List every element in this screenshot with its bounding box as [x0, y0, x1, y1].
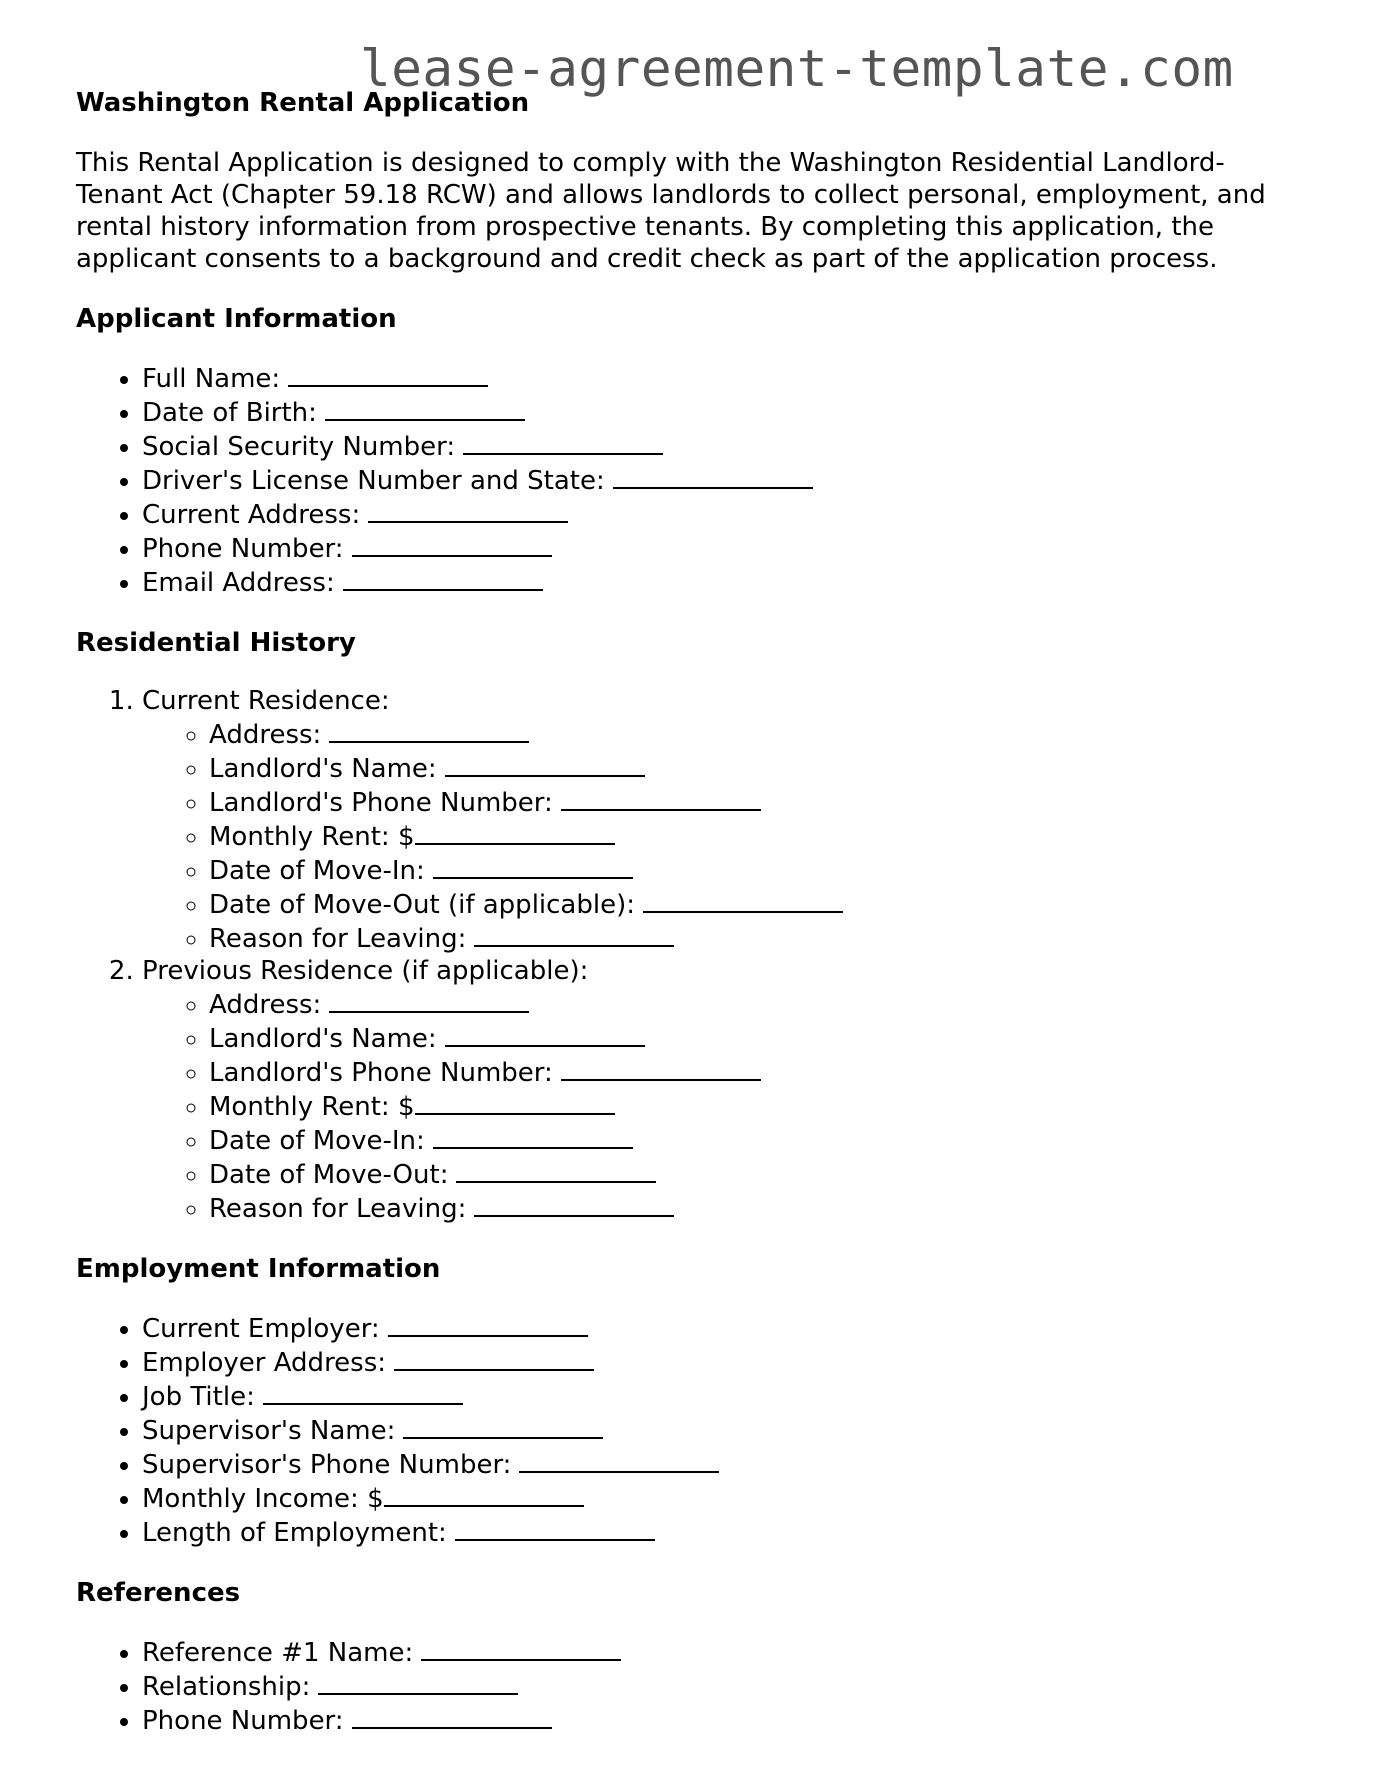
fill-in-blank[interactable]: [368, 497, 568, 523]
field-label: Address:: [209, 720, 322, 750]
current-residence-label: Current Residence:: [142, 686, 390, 716]
list-item: [142, 1447, 1306, 1481]
field-label: Monthly Income: $: [142, 1484, 384, 1514]
fill-in-blank[interactable]: [263, 1379, 463, 1405]
list-item: [142, 565, 1306, 599]
fill-in-blank[interactable]: [433, 1123, 633, 1149]
field-label: Current Address:: [142, 500, 361, 530]
list-item: [142, 531, 1306, 565]
field-label: Monthly Rent: $: [209, 1092, 415, 1122]
fill-in-blank[interactable]: [474, 921, 674, 947]
fill-in-blank[interactable]: [388, 1311, 588, 1337]
list-item: [209, 921, 1306, 955]
field-label: Driver's License Number and State:: [142, 466, 605, 496]
field-label: Monthly Rent: $: [209, 822, 415, 852]
residential-history-heading: Residential History: [76, 628, 356, 658]
list-item: [142, 361, 1306, 395]
list-item: [209, 1089, 1306, 1123]
fill-in-blank[interactable]: [561, 785, 761, 811]
field-label: Date of Move-In:: [209, 856, 425, 886]
residences-list: [76, 685, 1306, 1225]
fill-in-blank[interactable]: [403, 1413, 603, 1439]
fill-in-blank[interactable]: [394, 1345, 594, 1371]
list-item: [209, 1123, 1306, 1157]
field-label: Full Name:: [142, 364, 281, 394]
fill-in-blank[interactable]: [343, 565, 543, 591]
list-item: [209, 853, 1306, 887]
fill-in-blank[interactable]: [318, 1669, 518, 1695]
field-label: Current Employer:: [142, 1314, 380, 1344]
field-label: Supervisor's Phone Number:: [142, 1450, 512, 1480]
list-item: [142, 1345, 1306, 1379]
fill-in-blank[interactable]: [421, 1635, 621, 1661]
employment-information-heading: Employment Information: [76, 1254, 441, 1284]
field-label: Landlord's Name:: [209, 754, 437, 784]
list-item: [142, 395, 1306, 429]
field-label: Reason for Leaving:: [209, 924, 467, 954]
list-item: [142, 497, 1306, 531]
field-label: Landlord's Name:: [209, 1024, 437, 1054]
applicant-fields-list: [76, 361, 1306, 599]
fill-in-blank[interactable]: [455, 1515, 655, 1541]
list-item: [142, 1515, 1306, 1549]
fill-in-blank[interactable]: [445, 751, 645, 777]
current-residence-fields: [142, 717, 1306, 955]
list-item: [209, 751, 1306, 785]
field-label: Date of Move-Out (if applicable):: [209, 890, 635, 920]
document-title: Washington Rental Application: [76, 88, 530, 118]
list-item: [142, 1311, 1306, 1345]
fill-in-blank[interactable]: [445, 1021, 645, 1047]
fill-in-blank[interactable]: [415, 1089, 615, 1115]
field-label: Phone Number:: [142, 534, 344, 564]
field-label: Employer Address:: [142, 1348, 387, 1378]
field-label: Date of Move-In:: [209, 1126, 425, 1156]
references-heading: References: [76, 1578, 241, 1608]
fill-in-blank[interactable]: [288, 361, 488, 387]
list-item: [209, 717, 1306, 751]
field-label: Reference #1 Name:: [142, 1638, 414, 1668]
list-item: [142, 1481, 1306, 1515]
field-label: Phone Number:: [142, 1706, 344, 1736]
list-item: [209, 1157, 1306, 1191]
list-item: [209, 887, 1306, 921]
field-label: Address:: [209, 990, 322, 1020]
fill-in-blank[interactable]: [643, 887, 843, 913]
list-item: [209, 1191, 1306, 1225]
field-label: Job Title:: [142, 1382, 255, 1412]
fill-in-blank[interactable]: [325, 395, 525, 421]
document-page: [76, 86, 1306, 1737]
field-label: Email Address:: [142, 568, 335, 598]
fill-in-blank[interactable]: [561, 1055, 761, 1081]
list-item: [142, 429, 1306, 463]
fill-in-blank[interactable]: [352, 1703, 552, 1729]
references-fields-list: [76, 1635, 1306, 1737]
fill-in-blank[interactable]: [474, 1191, 674, 1217]
fill-in-blank[interactable]: [384, 1481, 584, 1507]
field-label: Length of Employment:: [142, 1518, 447, 1548]
employment-fields-list: [76, 1311, 1306, 1549]
field-label: Relationship:: [142, 1672, 311, 1702]
fill-in-blank[interactable]: [415, 819, 615, 845]
field-label: Date of Birth:: [142, 398, 317, 428]
field-label: Date of Move-Out:: [209, 1160, 449, 1190]
fill-in-blank[interactable]: [433, 853, 633, 879]
applicant-information-heading: Applicant Information: [76, 304, 397, 334]
list-item: [142, 463, 1306, 497]
list-item: [142, 1635, 1306, 1669]
intro-paragraph: This Rental Application is designed to comply with the Washington Residential Landlord-Tenant Act (Chapter 59.18 RCW) and allows landlords to collect personal, employment, and rental history information from prospective tenants. By completing this application, the applicant consents to a background and credit check as part of the application process.: [76, 148, 1266, 274]
list-item: [209, 987, 1306, 1021]
previous-residence-item: [142, 955, 1306, 1225]
field-label: Supervisor's Name:: [142, 1416, 396, 1446]
watermark-text: lease-agreement-template.com: [360, 40, 1234, 99]
current-residence-item: [142, 685, 1306, 955]
fill-in-blank[interactable]: [352, 531, 552, 557]
list-item: [209, 1055, 1306, 1089]
previous-residence-label: Previous Residence (if applicable):: [142, 956, 589, 986]
list-item: [209, 819, 1306, 853]
fill-in-blank[interactable]: [613, 463, 813, 489]
list-item: [209, 1021, 1306, 1055]
field-label: Landlord's Phone Number:: [209, 1058, 553, 1088]
fill-in-blank[interactable]: [329, 987, 529, 1013]
previous-residence-fields: [142, 987, 1306, 1225]
field-label: Social Security Number:: [142, 432, 456, 462]
field-label: Reason for Leaving:: [209, 1194, 467, 1224]
fill-in-blank[interactable]: [519, 1447, 719, 1473]
list-item: [209, 785, 1306, 819]
fill-in-blank[interactable]: [329, 717, 529, 743]
field-label: Landlord's Phone Number:: [209, 788, 553, 818]
list-item: [142, 1669, 1306, 1703]
fill-in-blank[interactable]: [456, 1157, 656, 1183]
list-item: [142, 1413, 1306, 1447]
list-item: [142, 1703, 1306, 1737]
list-item: [142, 1379, 1306, 1413]
fill-in-blank[interactable]: [463, 429, 663, 455]
